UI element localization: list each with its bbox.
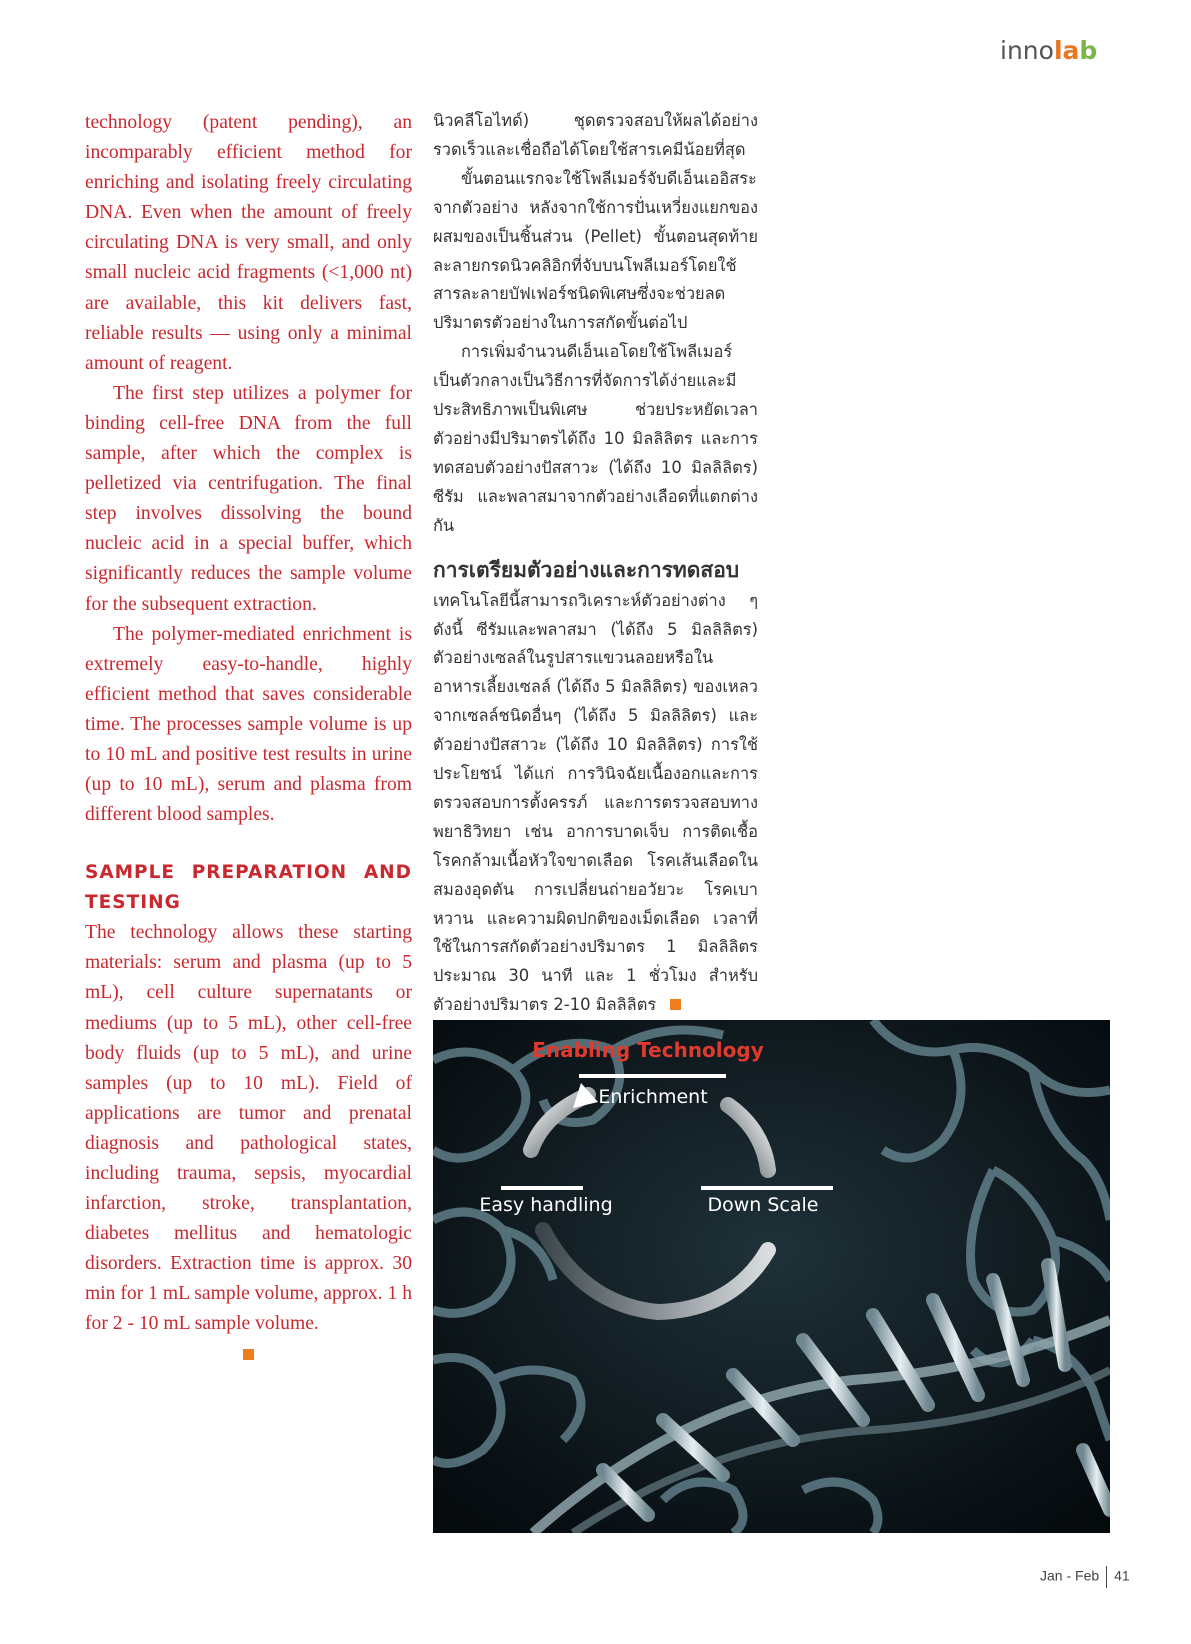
page-footer: [1040, 1566, 1150, 1588]
logo-part-b: b: [1079, 36, 1098, 65]
issue-label: Jan - Feb: [1040, 1567, 1100, 1584]
end-mark-square-thai: [670, 999, 681, 1010]
enabling-technology-figure: [433, 1020, 1110, 1533]
thai-section-heading: การเตรียมตัวอย่างและการทดสอบ: [433, 557, 740, 582]
easy-handling-underline: [501, 1186, 583, 1190]
english-paragraph-3: The polymer-mediated enrichment is extremely easy-to-handle, highly efficient method that saves considerable time. The processes sample volume is up to 10 mL and positive test results in urine (up to 10 mL), serum and plasma from different blood samples.: [85, 623, 412, 826]
down-scale-underline: [701, 1186, 833, 1190]
english-paragraph-4: The technology allows these starting materials: serum and plasma (up to 5 mL), cell culture supernatants or mediums (up to 5 mL), other cell-free body fluids (up to 5 mL), and urine samples (up to 10 mL). Field of applications are tumor and prenatal diagnosis and pathological states, including trauma, sepsis, myocardial infarction, stroke, transplantation, diabetes mellitus and hematologic disorders. Extraction time is approx. 30 min for 1 mL sample volume, approx. 1 h for 2 - 10 mL sample volume.: [85, 922, 412, 1335]
english-paragraph-2: The first step utilizes a polymer for binding cell-free DNA from the full sample, after which the complex is pelletized via centrifugation. The final step involves dissolving the bound nucleic acid in a special buffer, which significantly reduces the sample volume for the subsequent extraction.: [85, 382, 412, 615]
english-column: [85, 108, 412, 1340]
english-section-heading: SAMPLE PREPARATION AND TESTING: [85, 862, 412, 914]
english-paragraph-1: technology (patent pending), an incomparably efficient method for enriching and isolating freely circulating DNA. Even when the amount of freely circulating DNA is very small, and only small nucleic acid fragments (<1,000 nt) are available, this kit delivers fast, reliable results — using only a minimal amount of reagent.: [85, 112, 412, 374]
thai-paragraph-2: ขั้นตอนแรกจะใช้โพลีเมอร์จับดีเอ็นเออิสระจากตัวอย่าง หลังจากใช้การปั่นเหวี่ยงแยกของผสมของเป็นชิ้นส่วน (Pellet) ขั้นตอนสุดท้าย ละลายกรดนิวคลิอิกที่จับบนโพลีเมอร์โดยใช้สารละลายบัฟเฟอร์ชนิดพิเศษซึ่งจะช่วยลดปริมาตรตัวอย่างในการสกัดขั้นต่อไป: [433, 168, 758, 333]
end-mark-square-english: [243, 1349, 254, 1360]
label-enrichment: Enrichment: [598, 1086, 708, 1108]
enrichment-underline: [579, 1074, 726, 1078]
thai-paragraph-4-wrapper: [433, 587, 758, 1021]
magazine-logo: [1000, 36, 1120, 66]
thai-paragraph-1: นิวคลีโอไทด์) ชุดตรวจสอบให้ผลได้อย่างรวดเร็วและเชื่อถือได้โดยใช้สารเคมีน้อยที่สุด: [433, 111, 758, 159]
logo-part-la: la: [1053, 36, 1080, 65]
footer-divider: [1106, 1566, 1107, 1588]
thai-paragraph-4: เทคโนโลยีนี้สามารถวิเคราะห์ตัวอย่างต่าง ๆ ดังนี้ ซีรัมและพลาสมา (ได้ถึง 5 มิลลิลิตร) ตัวอย่างเซลล์ในรูปสารแขวนลอยหรือในอาหารเลี้ยงเซลล์ (ได้ถึง 5 มิลลิลิตร) ของเหลวจากเซลล์ชนิดอื่นๆ (ได้ถึง 5 มิลลิลิตร) และตัวอย่างปัสสาวะ (ได้ถึง 10 มิลลิลิตร) การใช้ประโยชน์ ได้แก่ การวินิจฉัยเนื้องอกและการตรวจสอบการตั้งครรภ์ และการตรวจสอบทางพยาธิวิทยา เช่น อาการบาดเจ็บ การติดเชื้อ โรคกล้ามเนื้อหัวใจขาดเลือด โรคเส้นเลือดในสมองอุดตัน การเปลี่ยนถ่ายอวัยวะ โรคเบาหวาน และความผิดปกติของเม็ดเลือด เวลาที่ใช้ในการสกัดตัวอย่างปริมาตร 1 มิลลิลิตร ประมาณ 30 นาที และ 1 ชั่วโมง สำหรับตัวอย่างปริมาตร 2-10 มิลลิลิตร: [433, 590, 758, 1015]
label-easy-handling: Easy handling: [479, 1194, 613, 1216]
thai-paragraph-3: การเพิ่มจำนวนดีเอ็นเอโดยใช้โพลีเมอร์เป็นตัวกลางเป็นวิธีการที่จัดการได้ง่ายและมีประสิทธิภาพเป็นพิเศษ ช่วยประหยัดเวลา ตัวอย่างมีปริมาตรได้ถึง 10 มิลลิลิตร และการทดสอบตัวอย่างปัสสาวะ (ได้ถึง 10 มิลลิลิตร) ซีรัม และพลาสมาจากตัวอย่างเลือดที่แตกต่างกัน: [433, 342, 758, 535]
figure-title: Enabling Technology: [532, 1038, 764, 1062]
thai-column: [433, 107, 758, 1020]
page-number: 41: [1114, 1567, 1130, 1584]
figure-graphic: [433, 1020, 1110, 1533]
logo-part-inno: inno: [1000, 36, 1054, 65]
figure-background: [433, 1020, 1110, 1533]
label-down-scale: Down Scale: [707, 1194, 819, 1216]
